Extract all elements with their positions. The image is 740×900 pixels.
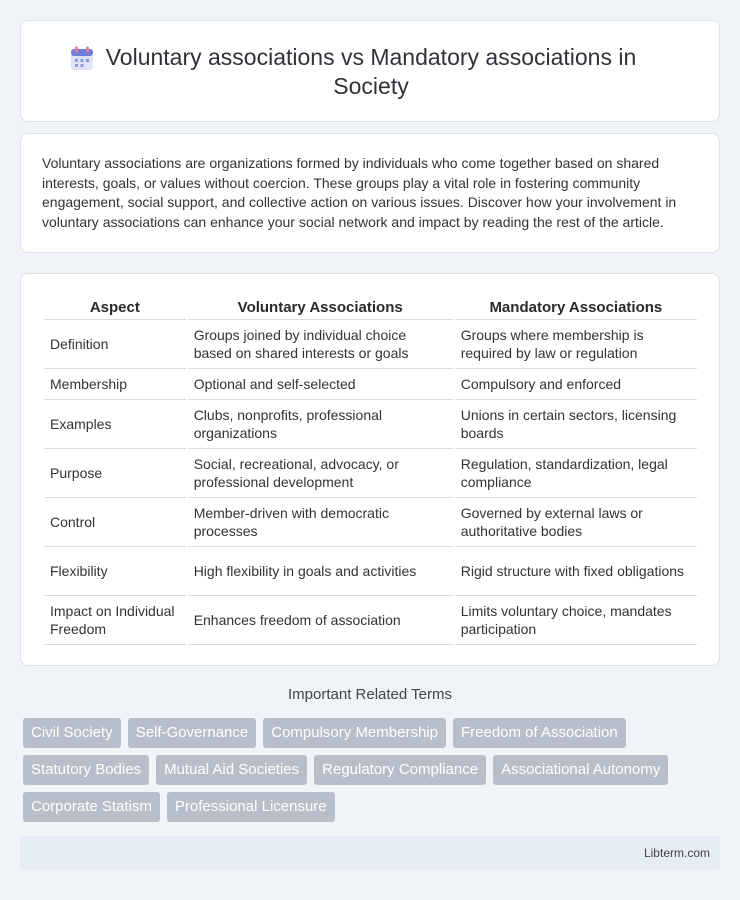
table-row <box>44 369 697 400</box>
tag-professional-licensure[interactable]: Professional Licensure <box>167 792 335 822</box>
aspect-cell: Flexibility <box>44 547 186 596</box>
footer-site-link[interactable]: Libterm.com <box>643 846 710 860</box>
table-row <box>44 547 697 596</box>
aspect-cell: Examples <box>44 400 186 449</box>
aspect-cell: Control <box>44 498 186 547</box>
tag-mutual-aid-societies[interactable]: Mutual Aid Societies <box>156 755 307 785</box>
table-row <box>44 320 697 369</box>
mandatory-cell: Governed by external laws or authoritative bodies <box>455 498 697 547</box>
mandatory-cell: Limits voluntary choice, mandates participation <box>455 596 697 645</box>
tag-compulsory-membership[interactable]: Compulsory Membership <box>263 718 446 748</box>
voluntary-cell: Enhances freedom of association <box>188 596 453 645</box>
header-aspect: Aspect <box>44 296 186 320</box>
header-mandatory: Mandatory Associations <box>455 296 697 320</box>
tag-civil-society[interactable]: Civil Society <box>23 718 121 748</box>
table-row <box>44 449 697 498</box>
voluntary-cell: Clubs, nonprofits, professional organizations <box>188 400 453 449</box>
tag-associational-autonomy[interactable]: Associational Autonomy <box>493 755 668 785</box>
tag-statutory-bodies[interactable]: Statutory Bodies <box>23 755 149 785</box>
comparison-card <box>20 273 720 666</box>
aspect-cell: Impact on Individual Freedom <box>44 596 186 645</box>
aspect-cell: Definition <box>44 320 186 369</box>
mandatory-cell: Groups where membership is required by law or regulation <box>455 320 697 369</box>
voluntary-cell: Social, recreational, advocacy, or professional development <box>188 449 453 498</box>
mandatory-cell: Compulsory and enforced <box>455 369 697 400</box>
voluntary-cell: Optional and self-selected <box>188 369 453 400</box>
voluntary-cell: Groups joined by individual choice based on shared interests or goals <box>188 320 453 369</box>
tag-self-governance[interactable]: Self-Governance <box>128 718 257 748</box>
comparison-table <box>42 296 699 645</box>
tag-freedom-of-association[interactable]: Freedom of Association <box>453 718 626 748</box>
mandatory-cell: Rigid structure with fixed obligations <box>455 547 697 596</box>
title-card <box>20 20 720 122</box>
tag-regulatory-compliance[interactable]: Regulatory Compliance <box>314 755 486 785</box>
table-header-row <box>44 296 697 320</box>
header-voluntary: Voluntary Associations <box>188 296 453 320</box>
voluntary-cell: High flexibility in goals and activities <box>188 547 453 596</box>
tag-corporate-statism[interactable]: Corporate Statism <box>23 792 160 822</box>
footer <box>20 836 720 870</box>
intro-card <box>20 133 720 253</box>
related-terms-heading: Important Related Terms <box>288 686 452 703</box>
mandatory-cell: Unions in certain sectors, licensing boards <box>455 400 697 449</box>
related-terms-list <box>23 718 723 829</box>
table-row <box>44 400 697 449</box>
aspect-cell: Membership <box>44 369 186 400</box>
voluntary-cell: Member-driven with democratic processes <box>188 498 453 547</box>
intro-paragraph: Voluntary associations are organizations formed by individuals who come together based on shared interests, goals, or values without coercion. These groups play a vital role in fostering community engagement, social support, and collective action on various issues. Discover how your involvement in voluntary associations can enhance your social network and impact by reading the rest of the article. <box>42 155 677 230</box>
aspect-cell: Purpose <box>44 449 186 498</box>
table-row <box>44 596 697 645</box>
table-row <box>44 498 697 547</box>
mandatory-cell: Regulation, standardization, legal compliance <box>455 449 697 498</box>
page-title: Voluntary associations vs Mandatory associations in Society <box>105 44 637 99</box>
